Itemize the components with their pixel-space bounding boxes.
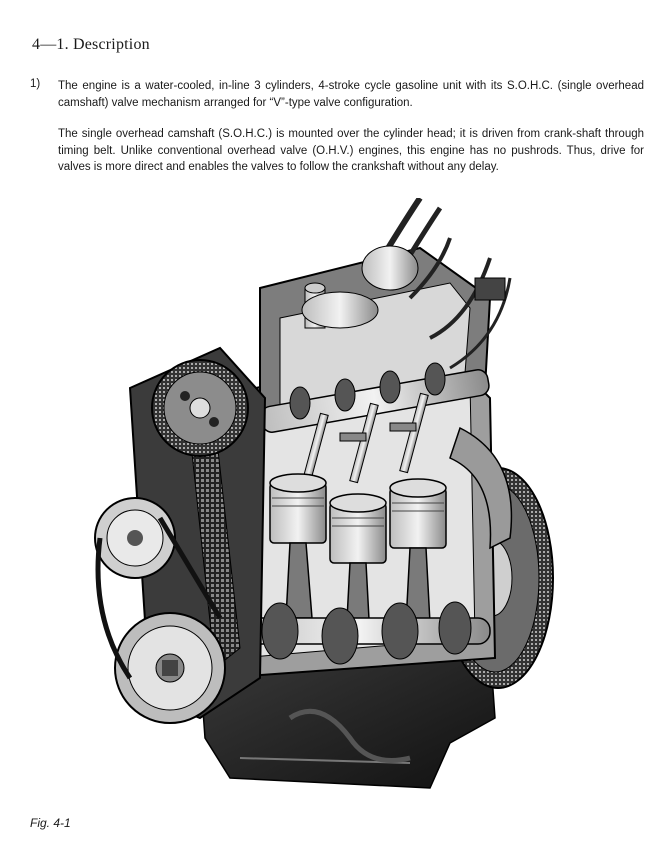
engine-cutaway-illustration [90, 198, 560, 798]
paragraph-sohc-description: The single overhead camshaft (S.O.H.C.) is mounted over the cylinder head; it is driven from crank-shaft through timing belt. Unlike conventional overhead valve (O.H.V.) engines, this engine has no pushrods. Thus, drive for valves is more direct and enables the valves to follow the crankshaft without any delay. [58, 128, 644, 173]
paragraph-engine-overview: The engine is a water-cooled, in-line 3 cylinders, 4-stroke cycle gasoline unit with its S.O.H.C. (single overhead camshaft) valve mechanism arranged for “V”-type valve configuration. [58, 80, 644, 109]
item-number: 1) [30, 78, 41, 90]
figure-caption: Fig. 4-1 [30, 816, 71, 830]
section-heading: 4—1. Description [32, 36, 150, 53]
